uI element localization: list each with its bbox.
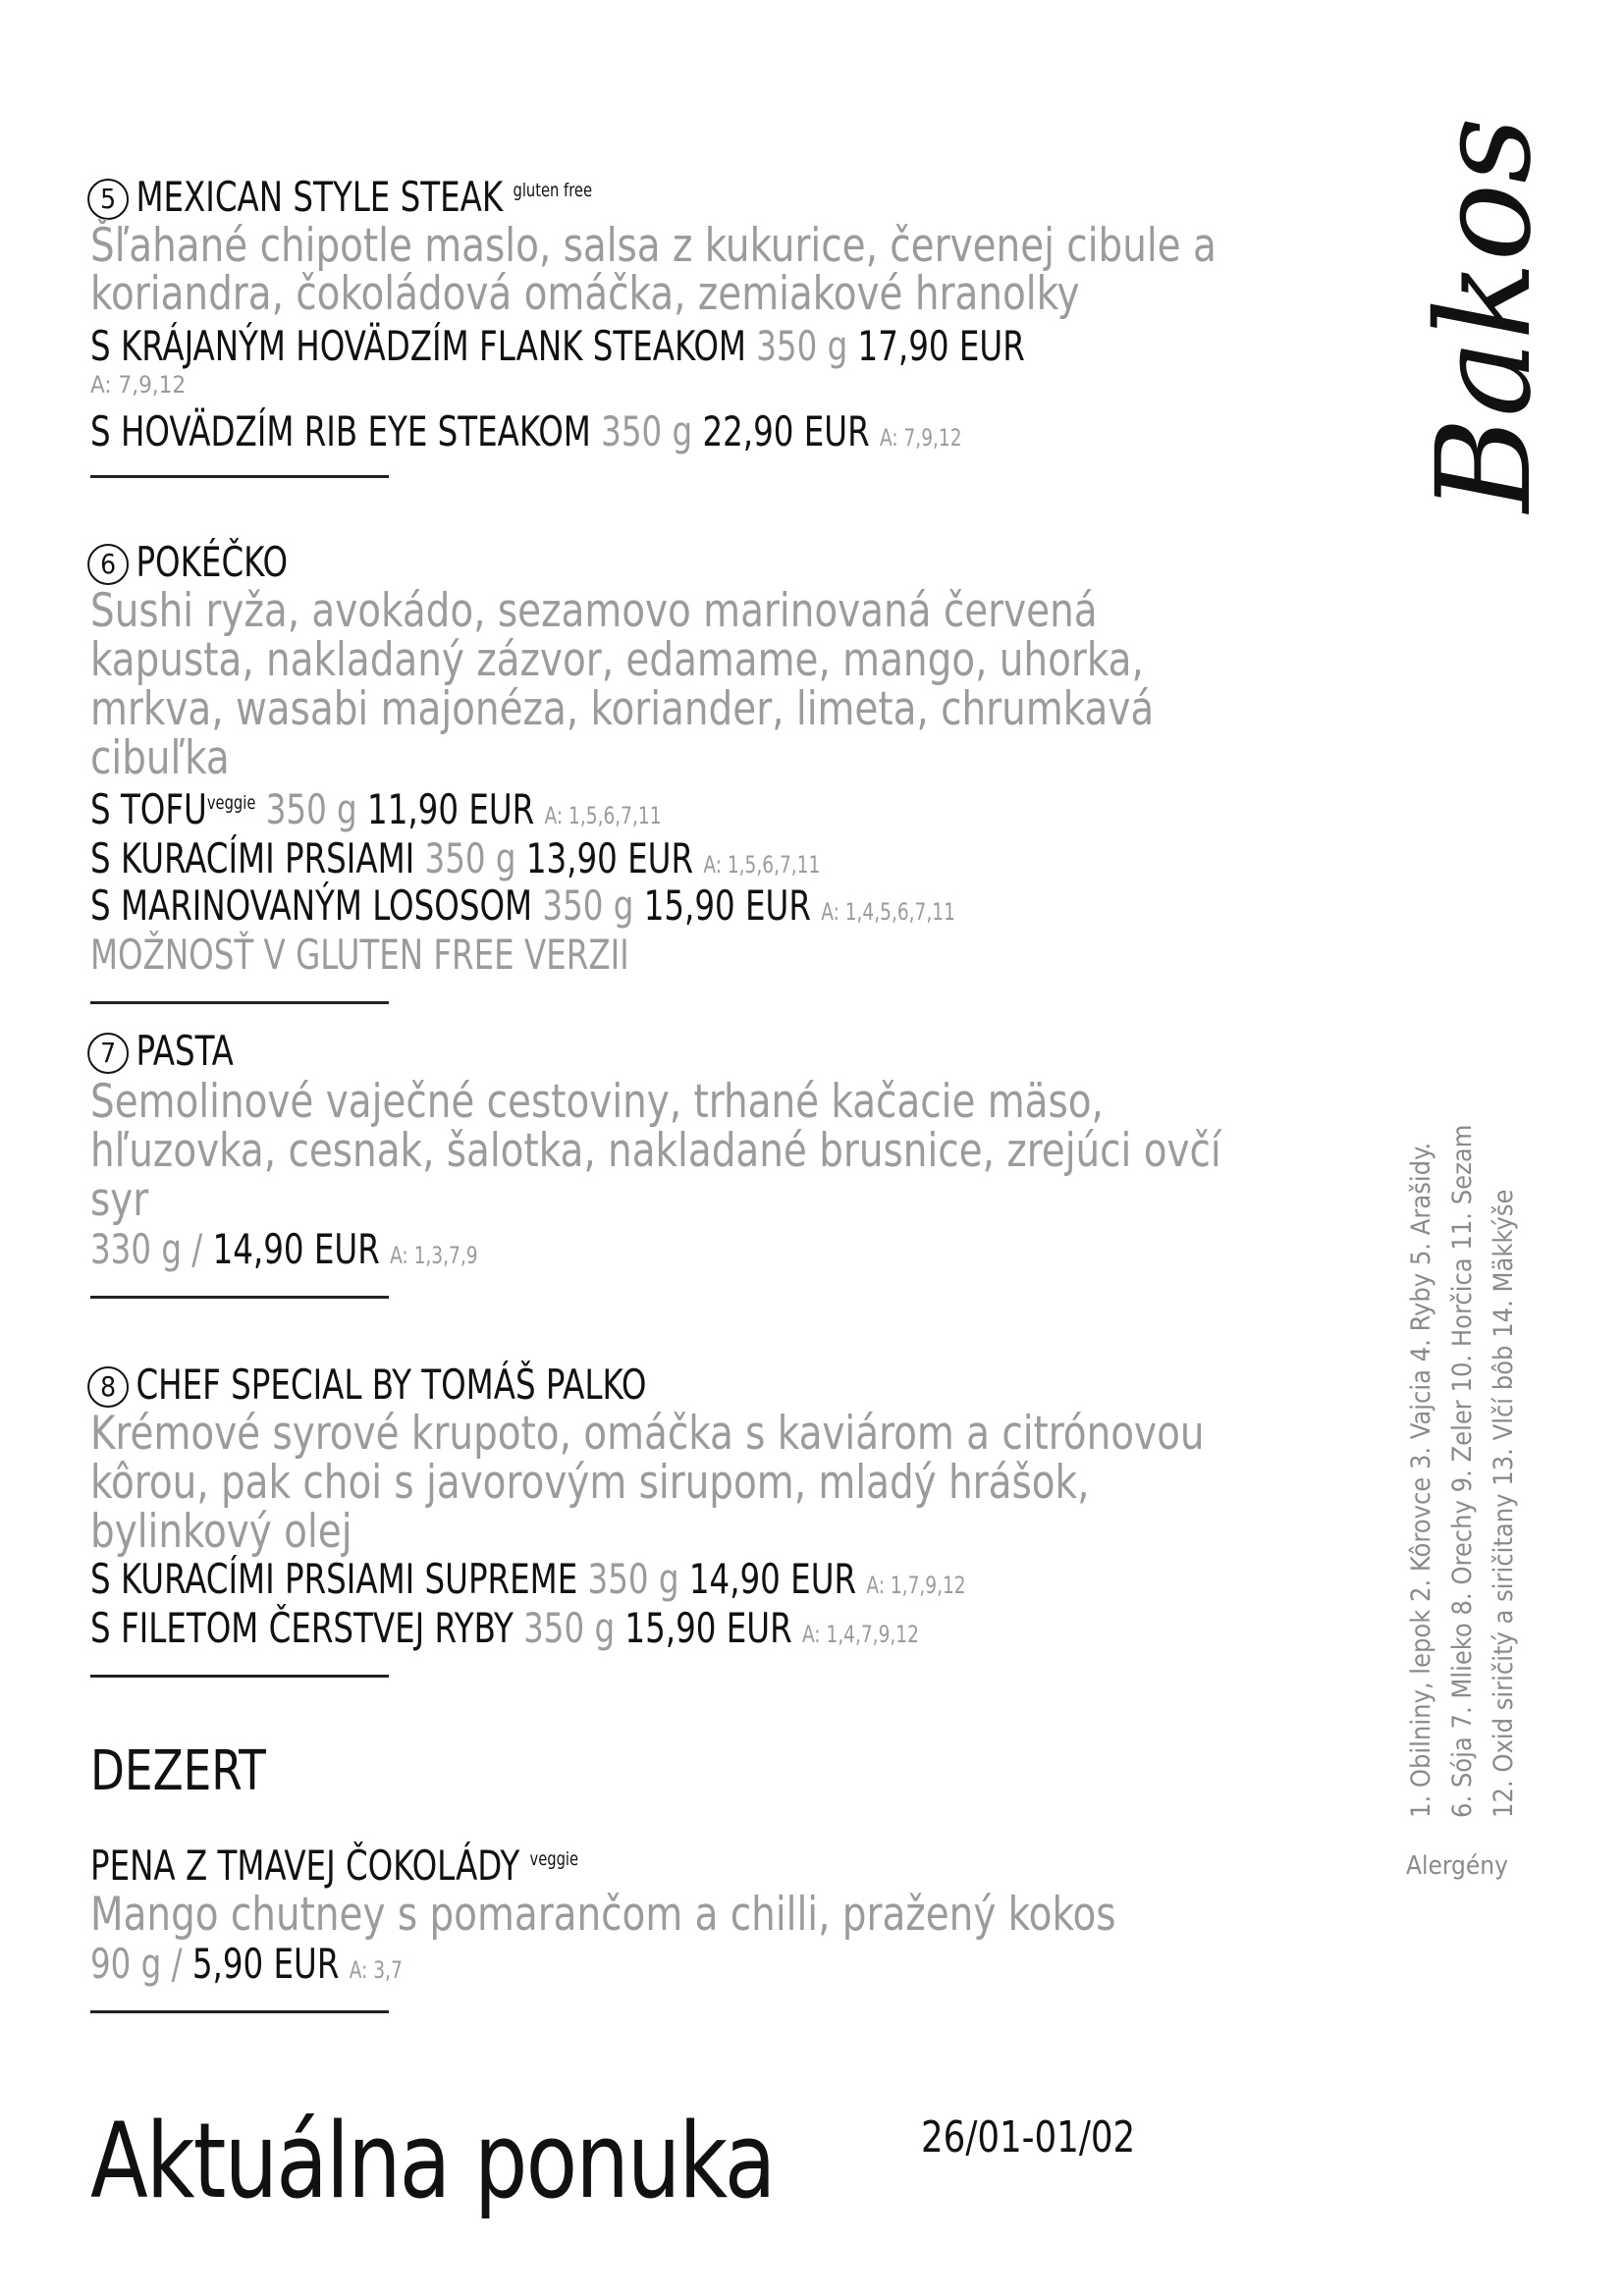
item-8-variant-1: S KURACÍMI PRSIAMI SUPREME 350 g 14,90 EUR A: 1,7,9,12 <box>90 1555 966 1603</box>
divider <box>90 1001 389 1004</box>
allergen-legend-line-3: 12. Oxid siričitý a siričitany 13. Vlčí bôb 14. Mäkkýše <box>1489 1189 1519 1818</box>
footer-title: Aktuálna ponuka <box>90 2101 775 2221</box>
item-8-desc-line-2: kôrou, pak choi s javorovým sirupom, mladý hrášok, <box>90 1456 1090 1510</box>
item-5-desc-line-2: koriandra, čokoládová omáčka, zemiakové hranolky <box>90 267 1080 321</box>
item-6-variant-1: S $TOFU^{veggie}$ 350 g 11,90 EUR A: 1,5,6,7,11 <box>90 785 662 833</box>
item-8-variant-2: S FILETOM ČERSTVEJ RYBY 350 g 15,90 EUR A: 1,4,7,9,12 <box>90 1604 919 1652</box>
allergen-legend-line-1: 1. Obilniny, lepok 2. Kôrovce 3. Vajcia 4. Ryby 5. Arašidy. <box>1406 1142 1436 1818</box>
item-6-note: MOŽNOSŤ V GLUTEN FREE VERZII <box>90 931 629 979</box>
item-tag: gluten free <box>513 180 593 201</box>
item-name: POKÉČKO <box>135 538 289 586</box>
footer-dates: 26/01-01/02 <box>921 2112 1136 2163</box>
item-name: MEXICAN STYLE STEAK <box>135 173 504 221</box>
item-number: 8 <box>87 1366 129 1408</box>
allergen-legend-line-2: 6. Sója 7. Mlieko 8. Orechy 9. Zeler 10. Horčica 11. Sezam <box>1447 1124 1478 1818</box>
item-8-desc-line-1: Krémové syrové krupoto, omáčka s kaviárom a citrónovou <box>90 1407 1205 1461</box>
item-5-variant-2: S HOVÄDZÍM RIB EYE STEAKOM 350 g 22,90 EUR A: 7,9,12 <box>90 407 962 455</box>
item-5-title <box>90 173 592 221</box>
item-7-desc-line-1: Semolinové vaječné cestoviny, trhané kačacie mäso, <box>90 1075 1104 1129</box>
item-6-variant-3: S MARINOVANÝM LOSOSOM 350 g 15,90 EUR A: 1,4,5,6,7,11 <box>90 881 955 930</box>
item-5-variant-1-allergens: A: 7,9,12 <box>90 371 187 399</box>
divider <box>90 1675 389 1678</box>
item-number: 7 <box>87 1033 129 1074</box>
dessert-title: PENA Z TMAVEJ ČOKOLÁDY $^{veggie}$ <box>90 1842 579 1890</box>
divider <box>90 1296 389 1299</box>
item-8-title <box>90 1361 646 1409</box>
item-name: PASTA <box>135 1027 234 1075</box>
item-7-title <box>90 1027 234 1075</box>
item-number: 5 <box>87 179 129 220</box>
allergen-legend-title: Alergény <box>1406 1851 1508 1881</box>
item-8-desc-line-3: bylinkový olej <box>90 1505 352 1559</box>
item-name: CHEF SPECIAL BY TOMÁŠ PALKO <box>135 1361 647 1409</box>
item-7-price-line: 330 g / 14,90 EUR A: 1,3,7,9 <box>90 1225 478 1273</box>
item-6-desc-line-3: mrkva, wasabi majonéza, koriander, limeta, chrumkavá <box>90 682 1155 736</box>
dessert-price-line: 90 g / 5,90 EUR A: 3,7 <box>90 1940 403 1988</box>
item-6-variant-2: S KURACÍMI PRSIAMI 350 g 13,90 EUR A: 1,5,6,7,11 <box>90 834 821 882</box>
divider <box>90 2010 389 2013</box>
item-5-variant-1: S KRÁJANÝM HOVÄDZÍM FLANK STEAKOM 350 g 17,90 EUR <box>90 322 1025 370</box>
item-6-desc-line-1: Sushi ryža, avokádo, sezamovo marinovaná červená <box>90 584 1098 638</box>
dessert-desc: Mango chutney s pomarančom a chilli, pražený kokos <box>90 1888 1116 1942</box>
dessert-heading: DEZERT <box>90 1739 266 1803</box>
item-6-title <box>90 538 288 586</box>
item-7-desc-line-3: syr <box>90 1173 149 1227</box>
item-7-desc-line-2: hľuzovka, cesnak, šalotka, nakladané brusnice, zrejúci ovčí <box>90 1124 1221 1178</box>
item-6-desc-line-2: kapusta, nakladaný zázvor, edamame, mango, uhorka, <box>90 633 1144 687</box>
brand-logo: Bakos <box>1409 117 1560 512</box>
item-6-desc-line-4: cibuľka <box>90 731 230 785</box>
divider <box>90 475 389 478</box>
item-number: 6 <box>87 544 129 585</box>
item-5-desc-line-1: Šľahané chipotle maslo, salsa z kukurice, červenej cibule a <box>90 219 1217 273</box>
